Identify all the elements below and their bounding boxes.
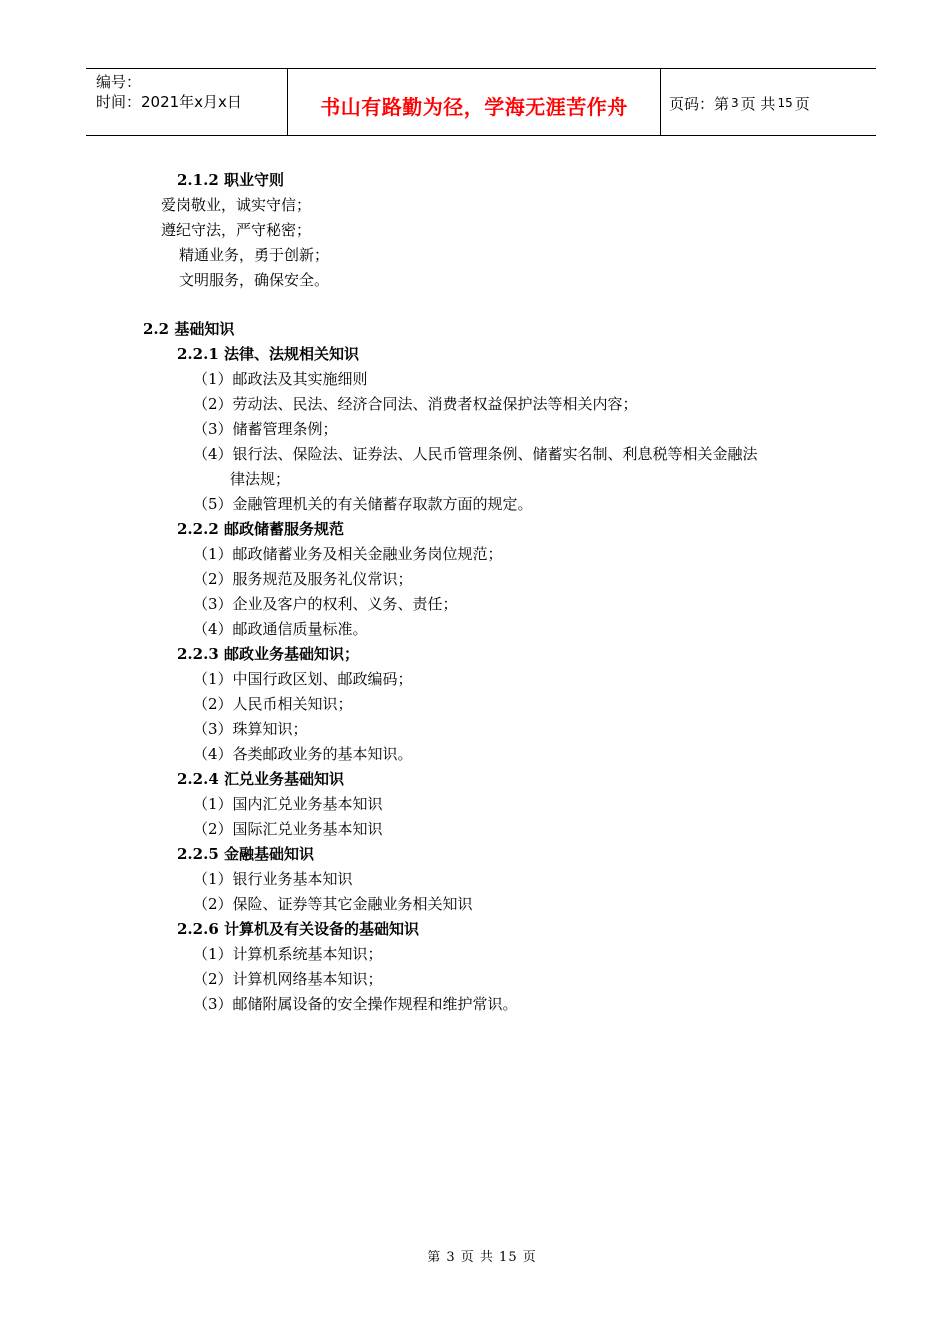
- list-item: （1）中国行政区划、邮政编码；: [193, 670, 413, 688]
- header-motto-cell: [288, 69, 661, 135]
- list-item: （2）国际汇兑业务基本知识: [193, 820, 383, 838]
- list-item: （4）各类邮政业务的基本知识。: [193, 745, 413, 763]
- page-current: 3: [731, 96, 739, 110]
- body-line: 文明服务，确保安全。: [179, 271, 330, 289]
- subsection-heading: 2.2.3 邮政业务基础知识；: [177, 645, 359, 663]
- subsection-heading: 2.2.6 计算机及有关设备的基础知识: [177, 920, 419, 938]
- list-item: （3）珠算知识；: [193, 720, 308, 738]
- document-number-label: 编号：: [96, 73, 142, 91]
- list-item: （1）银行业务基本知识: [193, 870, 353, 888]
- list-item: （2）计算机网络基本知识；: [193, 970, 383, 988]
- document-time-label: 时间：2021年x月x日: [96, 93, 242, 111]
- list-item: （2）人民币相关知识；: [193, 695, 353, 713]
- list-item: （2）服务规范及服务礼仪常识；: [193, 570, 413, 588]
- header-motto: 书山有路勤为径，学海无涯苦作舟: [320, 94, 628, 119]
- subsection-heading: 2.2.4 汇兑业务基础知识: [177, 770, 344, 788]
- body-line: 遵纪守法，严守秘密；: [161, 221, 312, 239]
- list-item: （1）国内汇兑业务基本知识: [193, 795, 383, 813]
- list-item: （2）劳动法、民法、经济合同法、消费者权益保护法等相关内容；: [193, 395, 638, 413]
- list-item: （1）计算机系统基本知识；: [193, 945, 383, 963]
- list-item: （4）邮政通信质量标准。: [193, 620, 368, 638]
- section-heading: 2.2 基础知识: [143, 320, 235, 338]
- subsection-heading: 2.2.1 法律、法规相关知识: [177, 345, 359, 363]
- page-suffix: 页: [794, 94, 810, 113]
- list-item: （3）邮储附属设备的安全操作规程和维护常识。: [193, 995, 518, 1013]
- list-item: （3）企业及客户的权利、义务、责任；: [193, 595, 458, 613]
- body-line: 精通业务，勇于创新；: [179, 246, 330, 264]
- list-item: （3）储蓄管理条例；: [193, 420, 338, 438]
- body-line: 爱岗敬业，诚实守信；: [161, 196, 312, 214]
- page-mid: 页 共: [740, 94, 776, 113]
- page-header: [86, 68, 876, 136]
- list-item: （1）邮政法及其实施细则: [193, 370, 368, 388]
- header-meta-cell: [86, 69, 288, 135]
- subsection-heading: 2.1.2 职业守则: [177, 171, 284, 189]
- subsection-heading: 2.2.5 金融基础知识: [177, 845, 314, 863]
- list-item: （2）保险、证券等其它金融业务相关知识: [193, 895, 473, 913]
- list-item: （4）银行法、保险法、证券法、人民币管理条例、储蓄实名制、利息税等相关金融法: [193, 445, 758, 463]
- page-prefix: 页码：第: [669, 94, 730, 113]
- list-item-continuation: 律法规；: [230, 470, 291, 488]
- list-item: （5）金融管理机关的有关储蓄存取款方面的规定。: [193, 495, 533, 513]
- page-footer: 第 3 页 共 15 页: [427, 1250, 537, 1265]
- page-total: 15: [777, 96, 793, 110]
- header-page-cell: [661, 69, 876, 135]
- subsection-heading: 2.2.2 邮政储蓄服务规范: [177, 520, 344, 538]
- list-item: （1）邮政储蓄业务及相关金融业务岗位规范；: [193, 545, 503, 563]
